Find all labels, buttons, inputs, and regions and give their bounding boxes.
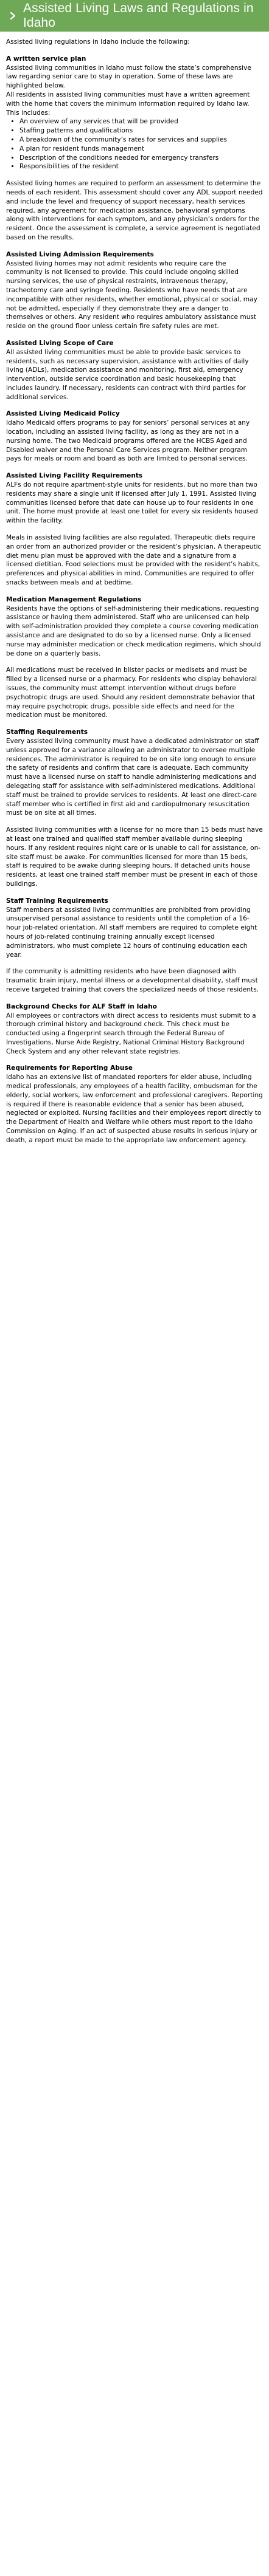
section-background-checks (6, 1002, 263, 1057)
section-heading: Assisted Living Admission Requirements (6, 250, 154, 258)
section-staff-training (6, 897, 263, 995)
section-paragraph: All employees or contractors with direct access to residents must submit to a thorough criminal history and background check. This check must be conducted using a fingerprint search through the Federal Bureau of Investigations, Nurse Aide Registry, National Criminal History Background Check System and any other relevant state registries. (6, 1012, 256, 1055)
section-paragraph: Idaho Medicaid offers programs to pay for seniors’ personal services at any location, including an assisted living facility, as long as they are not in a nursing home. The two Medicaid programs offered are the HCBS Aged and Disabled waiver and the Personal Care Services program. Neither program pays for meals or room and board as both are limited to personal services. (6, 419, 250, 463)
section-paragraph: Idaho has an extensive list of mandated reporters for elder abuse, including medical professionals, any employees of a health facility, ombudsman for the elderly, social workers, law enforcement and professional caregivers. Reporting is required if there is reasonable evidence that a senior has been abused, neglected or exploited. Nursing facilities and their employees report directly to the Department of Health and Welfare while others must report to the Idaho Commission on Aging. If an act of suspected abuse results in serious injury or death, a report must be made to the appropriate law enforcement agency. (6, 1074, 263, 1144)
section-paragraph: ALFs do not require apartment-style units for residents, but no more than two residents may share a single unit if licensed after July 1, 1991. Assisted living communities licensed before that date can house up to four residents in one unit. The home must provide at least one toilet for every six residents housed within the facility. (6, 481, 258, 525)
list-item: • A plan for resident funds management (19, 145, 263, 154)
section-paragraph: Assisted living communities with a license for no more than 15 beds must have at least one trained and qualified staff member available during sleeping hours. If any resident requires night care or is unable to call for assistance, on-site staff must be awake. For communities licensed for more than 15 beds, staff is required to be awake during sleeping hours. If detached units house residents, at least one trained staff member must be present in each of those buildings. (6, 826, 263, 888)
section-paragraph: Residents have the options of self-administering their medications, requesting assistance or having them administered. Staff who are unlicensed can help with self-administration provided they complete a course covering medication assistance and are designated to do so by a licensed nurse. Only a licensed nurse may administer medication or check medication regimens, which should be done on a quarterly basis. (6, 605, 261, 657)
section-heading: Assisted Living Scope of Care (6, 339, 114, 347)
section-heading: Assisted Living Facility Requirements (6, 472, 143, 480)
section-paragraph: Every assisted living community must have a dedicated administrator on staff unless approved for a variance allowing an administrator to oversee multiple residences. The administrator is required to be on site long enough to ensure the safety of residents and confirm that care is adequate. Each community must have a licensed nurse on staff to handle administering medications and delegating staff for assistance with self-administered medications. Additional staff must be trained to provide services to residents. At least one direct-care staff member who is certified in first aid and cardiopulmonary resuscitation must be on site at all times. (6, 737, 259, 817)
section-paragraph: Assisted living homes are required to perform an assessment to determine the needs of each resident. This assessment should cover any ADL support needed and include the level and frequency of support necessary, health services required, any agreement for medication assistance, behavioral symptoms along with interventions for each symptom, and any physician’s orders for the resident. Once the assessment is complete, a service agreement is negotiated based on the results. (6, 180, 263, 241)
section-heading: Staff Training Requirements (6, 897, 108, 905)
section-paragraph: All medications must be received in blister packs or medisets and must be filled by a licensed nurse or a pharmacy. For residents who display behavioral issues, the community must attempt intervention without drugs before psychotropic drugs are used. Should any resident demonstrate behavior that may require psychotropic drugs, possible side effects and need for the medication must be monitored. (6, 666, 257, 719)
page-header (0, 0, 269, 32)
section-admission (6, 250, 263, 331)
chevron-right-icon (9, 12, 17, 20)
list-item: • Responsibilities of the resident (19, 162, 263, 171)
section-medication-management (6, 595, 263, 720)
section-paragraph: Assisted living communities in Idaho must follow the state’s comprehensive law regarding senior care to stay in operation. Some of these laws are highlighted below. (6, 64, 251, 90)
section-heading: Assisted Living Medicaid Policy (6, 410, 120, 418)
section-paragraph: Staff members at assisted living communities are prohibited from providing unsupervised personal assistance to residents until the completion of a 16-hour job-related orientation. All staff members are required to complete eight hours of job-related continuing training annually except licensed administrators, who must complete 12 hours of continuing education each year. (6, 906, 257, 959)
section-scope-of-care (6, 339, 263, 402)
list-item: • Staffing patterns and qualifications (19, 126, 263, 135)
intro-paragraph: Assisted living regulations in Idaho include the following: (6, 38, 190, 46)
section-medicaid-policy (6, 409, 263, 464)
section-paragraph: All residents in assisted living communities must have a written agreement with the home that covers the minimum information required by Idaho law. This includes: (6, 91, 250, 117)
section-heading: Medication Management Regulations (6, 595, 142, 603)
section-paragraph: All assisted living communities must be able to provide basic services to residents, such as necessary supervision, assistance with activities of daily living (ADLs), medication assistance and monitoring, first aid, emergency intervention, outside service coordination and basic housekeeping that includes laundry. If necessary, residents can contract with third parties for additional services. (6, 348, 249, 401)
section-written-plan (6, 55, 263, 242)
header-inner (9, 1, 260, 30)
section-reporting-abuse (6, 1064, 263, 1145)
section-staffing (6, 728, 263, 889)
service-plan-list (6, 117, 263, 171)
section-heading: Background Checks for ALF Staff in Idaho (6, 1002, 157, 1010)
article-content (0, 32, 269, 1159)
section-heading: Staffing Requirements (6, 728, 88, 736)
section-facility-requirements (6, 471, 263, 587)
section-heading: Requirements for Reporting Abuse (6, 1064, 133, 1072)
list-item: • Description of the conditions needed for emergency transfers (19, 154, 263, 163)
section-paragraph: If the community is admitting residents who have been diagnosed with traumatic brain injury, mental illness or a developmental disability, staff must receive targeted training that covers the specialized needs of those residents. (6, 968, 259, 993)
section-heading: A written service plan (6, 55, 86, 63)
page-title: Assisted Living Laws and Regulations in Idaho (23, 1, 254, 30)
list-item: • An overview of any services that will be provided (19, 117, 263, 126)
section-paragraph: Meals in assisted living facilities are also regulated. Therapeutic diets require an order from an authorized provider or the resident’s physician. A therapeutic diet menu plan must be approved with the date and a signature from a licensed dietitian. Food selections must be provided with the resident’s habits, preferences and physical abilities in mind. Communities are required to offer snacks between meals and at bedtime. (6, 534, 262, 587)
section-paragraph: Assisted living homes may not admit residents who require care the community is not licensed to provide. This could include ongoing skilled nursing services, the use of physical restraints, intravenous therapy, tracheotomy care and syringe feeding. Residents who have needs that are incompatible with other residents, whether emotional, physical or social, may not be admitted, especially if they demonstrate they are a danger to themselves or others. Any resident who requires ambulatory assistance must reside on the ground floor unless certain fire safety rules are met. (6, 259, 257, 331)
list-item: • A breakdown of the community’s rates for services and supplies (19, 135, 263, 145)
